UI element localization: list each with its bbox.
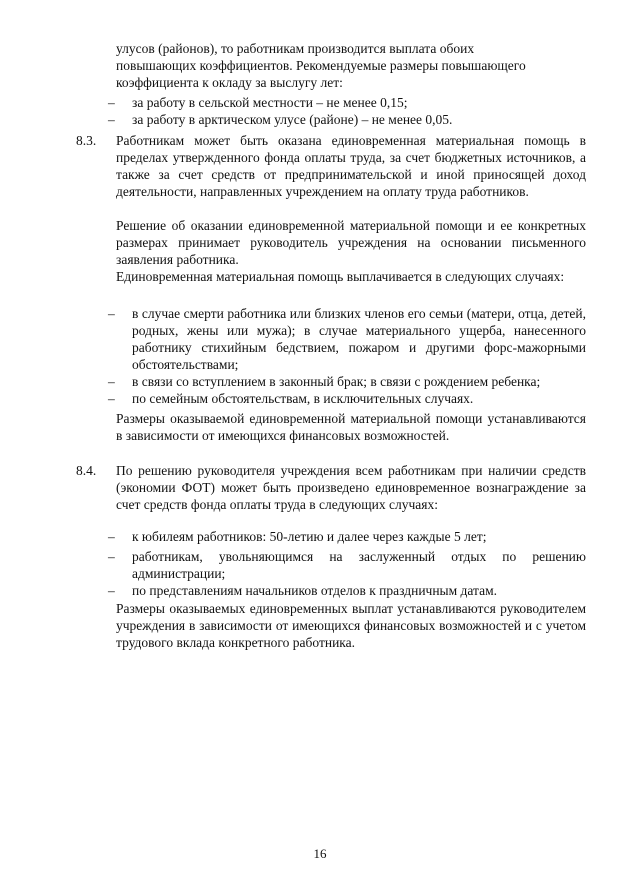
section-8-3-paragraph-4: Размеры оказываемой единовременной материальной помощи устанавливаются в зависимости от имеющихся финансовых возможностей.	[116, 411, 586, 443]
dash-marker: –	[108, 374, 115, 389]
list-item-text: за работу в сельской местности – не менее 0,15;	[132, 95, 408, 110]
page-number: 16	[313, 846, 327, 861]
section-8-4-paragraph-2: Размеры оказываемых единовременных выплат устанавливаются руководителем учреждения в зависимости от имеющихся финансовых возможностей и с учетом трудового вклада конкретного работника.	[116, 601, 586, 650]
section-8-3-paragraph-2: Решение об оказании единовременной материальной помощи и ее конкретных размерах принимает руководитель учреждения на основании письменного заявления работника.	[116, 218, 586, 267]
section-number: 8.4.	[76, 463, 97, 478]
intro-line-2: повышающих коэффициентов. Рекомендуемые размеры повышающего	[116, 58, 526, 73]
dash-marker: –	[108, 391, 115, 406]
section-number: 8.3.	[76, 133, 97, 148]
list-item-text: за работу в арктическом улусе (районе) – не менее 0,05.	[132, 112, 453, 127]
dash-marker: –	[108, 95, 115, 110]
list-item-text: работникам, увольняющимся на заслуженный отдых по решению администрации;	[132, 549, 586, 581]
section-8-3-paragraph-3: Единовременная материальная помощь выплачивается в следующих случаях:	[116, 269, 565, 284]
list-item-text: в связи со вступлением в законный брак; в связи с рождением ребенка;	[132, 374, 541, 389]
list-item-text: в случае смерти работника или близких членов его семьи (матери, отца, детей, родных, жены или мужа); в случае материального ущерба, нанесенного работнику стихийным бедствием, пожаром и другими форс-мажорными обстоятельствами;	[132, 306, 586, 372]
section-8-3-paragraph-1: Работникам может быть оказана единовременная материальная помощь в пределах утвержденного фонда оплаты труда, за счет бюджетных источников, а также за счет средств от предпринимательской и иной приносящей доход деятельности, направленных учреждением на оплату труда работников.	[116, 133, 586, 199]
dash-marker: –	[108, 583, 115, 598]
intro-line-3: коэффициента к окладу за выслугу лет:	[116, 75, 343, 90]
list-item-text: по представлениям начальников отделов к праздничным датам.	[132, 583, 498, 598]
list-item-text: к юбилеям работников: 50-летию и далее через каждые 5 лет;	[132, 529, 487, 544]
dash-marker: –	[108, 306, 115, 321]
section-8-4-paragraph-1: По решению руководителя учреждения всем работникам при наличии средств (экономии ФОТ) может быть произведено единовременное вознаграждение за счет средств фонда оплаты труда в следующих случаях:	[116, 463, 586, 512]
list-item-text: по семейным обстоятельствам, в исключительных случаях.	[132, 391, 474, 406]
intro-line-1: улусов (районов), то работникам производится выплата обоих	[116, 41, 475, 56]
dash-marker: –	[108, 549, 115, 564]
dash-marker: –	[108, 529, 115, 544]
dash-marker: –	[108, 112, 115, 127]
